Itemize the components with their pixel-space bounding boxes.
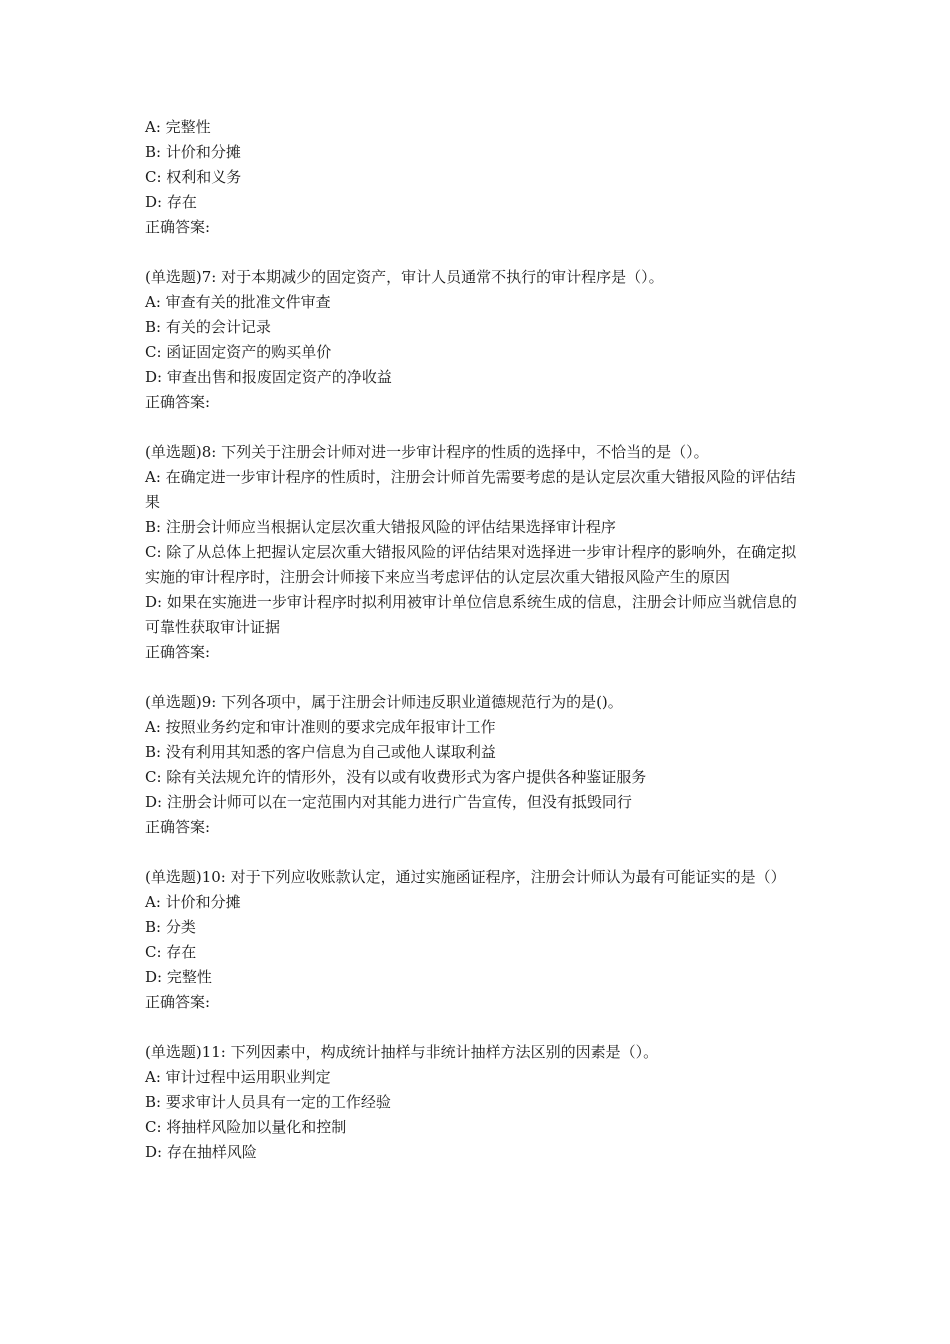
answer-label: 正确答案: bbox=[145, 643, 211, 661]
question-stem: (单选题)7: 对于本期减少的固定资产，审计人员通常不执行的审计程序是（）。 bbox=[145, 268, 664, 286]
option-a: A: 在确定进一步审计程序的性质时，注册会计师首先需要考虑的是认定层次重大错报风险的评估结果 bbox=[145, 468, 796, 511]
option-c: C: 将抽样风险加以量化和控制 bbox=[145, 1118, 347, 1136]
option-c: C: 除有关法规允许的情形外，没有以或有收费形式为客户提供各种鉴证服务 bbox=[145, 768, 647, 786]
answer-label: 正确答案: bbox=[145, 218, 211, 236]
question-9 bbox=[145, 690, 810, 840]
option-c: C: 存在 bbox=[145, 943, 197, 961]
option-c: C: 函证固定资产的购买单价 bbox=[145, 343, 332, 361]
option-b: B: 要求审计人员具有一定的工作经验 bbox=[145, 1093, 391, 1111]
option-d: D: 如果在实施进一步审计程序时拟利用被审计单位信息系统生成的信息，注册会计师应当就信息的可靠性获取审计证据 bbox=[145, 593, 797, 636]
option-c: C: 权利和义务 bbox=[145, 168, 242, 186]
question-8 bbox=[145, 440, 810, 665]
question-11 bbox=[145, 1040, 810, 1165]
option-d: D: 审查出售和报废固定资产的净收益 bbox=[145, 368, 392, 386]
option-a: A: 计价和分摊 bbox=[145, 893, 241, 911]
question-stem: (单选题)8: 下列关于注册会计师对进一步审计程序的性质的选择中，不恰当的是（）。 bbox=[145, 443, 709, 461]
question-stem: (单选题)9: 下列各项中，属于注册会计师违反职业道德规范行为的是()。 bbox=[145, 693, 623, 711]
question-stem: (单选题)10: 对于下列应收账款认定，通过实施函证程序，注册会计师认为最有可能证实的是（） bbox=[145, 868, 786, 886]
question-10 bbox=[145, 865, 810, 1015]
question-stem: (单选题)11: 下列因素中，构成统计抽样与非统计抽样方法区别的因素是（）。 bbox=[145, 1043, 659, 1061]
option-d: D: 完整性 bbox=[145, 968, 212, 986]
option-d: D: 存在抽样风险 bbox=[145, 1143, 257, 1161]
option-b: B: 注册会计师应当根据认定层次重大错报风险的评估结果选择审计程序 bbox=[145, 518, 616, 536]
answer-label: 正确答案: bbox=[145, 993, 211, 1011]
option-a: A: 审查有关的批准文件审查 bbox=[145, 293, 331, 311]
option-a: A: 完整性 bbox=[145, 118, 211, 136]
option-b: B: 有关的会计记录 bbox=[145, 318, 271, 336]
option-d: D: 注册会计师可以在一定范围内对其能力进行广告宣传，但没有抵毁同行 bbox=[145, 793, 632, 811]
answer-label: 正确答案: bbox=[145, 818, 211, 836]
option-c: C: 除了从总体上把握认定层次重大错报风险的评估结果对选择进一步审计程序的影响外，在确定拟实施的审计程序时，注册会计师接下来应当考虑评估的认定层次重大错报风险产生的原因 bbox=[145, 543, 797, 586]
option-a: A: 审计过程中运用职业判定 bbox=[145, 1068, 331, 1086]
option-b: B: 分类 bbox=[145, 918, 196, 936]
option-d: D: 存在 bbox=[145, 193, 197, 211]
document-page bbox=[145, 115, 810, 1165]
question-7 bbox=[145, 265, 810, 415]
question-6-tail bbox=[145, 115, 810, 240]
option-b: B: 计价和分摊 bbox=[145, 143, 241, 161]
option-b: B: 没有利用其知悉的客户信息为自己或他人谋取利益 bbox=[145, 743, 496, 761]
option-a: A: 按照业务约定和审计准则的要求完成年报审计工作 bbox=[145, 718, 496, 736]
answer-label: 正确答案: bbox=[145, 393, 211, 411]
